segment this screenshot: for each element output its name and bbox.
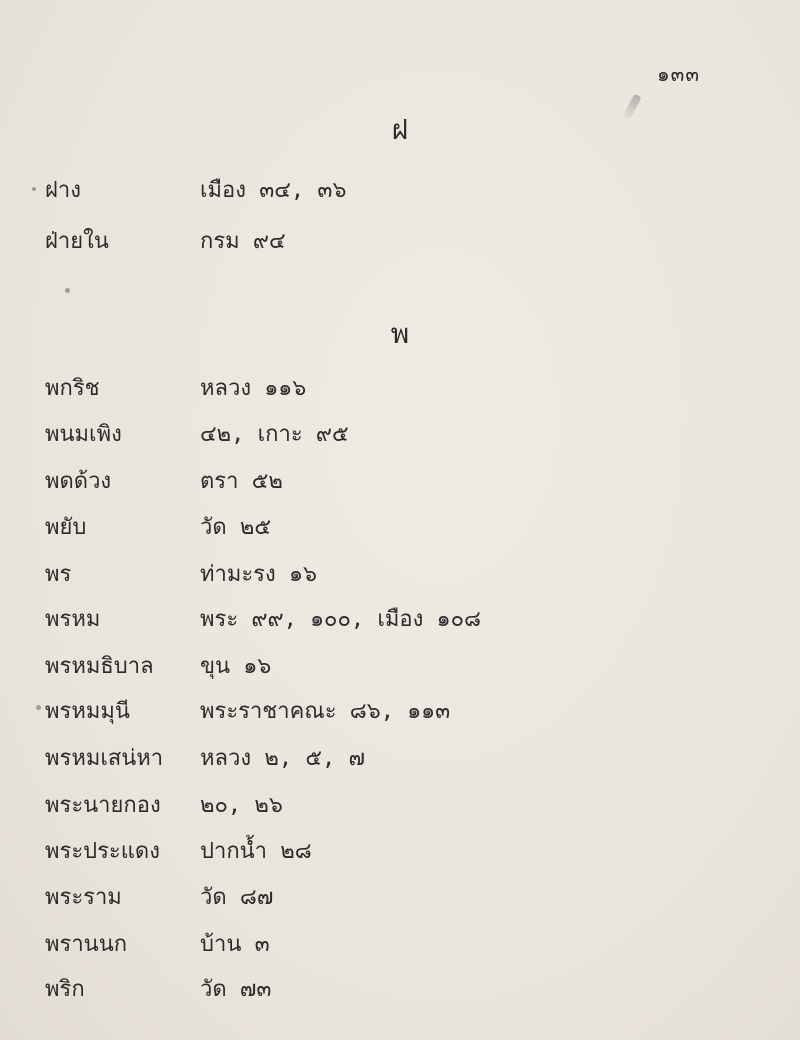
entry-term: ฝ่ายใน bbox=[45, 229, 109, 254]
entry-reference: หลวง ๑๑๖ bbox=[200, 376, 307, 401]
entry-reference: เมือง ๓๔, ๓๖ bbox=[200, 178, 347, 203]
entry-term: พรหม bbox=[45, 607, 101, 632]
entry-reference: วัด ๗๓ bbox=[200, 977, 272, 1002]
entry-term: พรานนก bbox=[45, 932, 128, 957]
entry-reference: กรม ๙๔ bbox=[200, 229, 286, 254]
entry-term: พระประแดง bbox=[45, 839, 160, 864]
entry-term: พยับ bbox=[45, 515, 87, 540]
entry-term: พระราม bbox=[45, 885, 122, 910]
section-letter: พ bbox=[390, 317, 410, 350]
entry-reference: บ้าน ๓ bbox=[200, 932, 270, 957]
entry-reference: ขุน ๑๖ bbox=[200, 654, 272, 679]
entry-term: พกริช bbox=[45, 376, 100, 401]
section-letter: ฝ bbox=[391, 113, 409, 146]
entry-reference: วัด ๘๗ bbox=[200, 885, 274, 910]
entry-reference: พระราชาคณะ ๘๖, ๑๑๓ bbox=[200, 699, 451, 724]
entry-term: พรหมเสน่หา bbox=[45, 746, 164, 771]
entry-term: พระนายกอง bbox=[45, 793, 161, 818]
entry-reference: ๔๒, เกาะ ๙๕ bbox=[200, 422, 349, 447]
entry-reference: ท่ามะรง ๑๖ bbox=[200, 562, 317, 587]
entry-reference: ตรา ๕๒ bbox=[200, 469, 283, 494]
bleed-through-text bbox=[562, 90, 792, 1030]
speck-mark bbox=[65, 288, 70, 293]
entry-reference: ๒๐, ๒๖ bbox=[200, 793, 283, 818]
entry-term: พนมเพิง bbox=[45, 422, 122, 447]
entry-term: พรหมมุนี bbox=[45, 699, 130, 724]
page-number: ๑๓๓ bbox=[656, 62, 700, 86]
entry-reference: วัด ๒๕ bbox=[200, 515, 272, 540]
speck-mark bbox=[36, 705, 41, 710]
entry-reference: พระ ๙๙, ๑๐๐, เมือง ๑๐๘ bbox=[200, 607, 481, 632]
entry-term: ฝาง bbox=[45, 178, 81, 203]
entry-term: พรหมธิบาล bbox=[45, 654, 154, 679]
entry-term: พดด้วง bbox=[45, 469, 112, 494]
entry-reference: หลวง ๒, ๕, ๗ bbox=[200, 746, 365, 771]
entry-term: พริก bbox=[45, 977, 85, 1002]
entry-reference: ปากน้ำ ๒๘ bbox=[200, 839, 312, 864]
entry-term: พร bbox=[45, 562, 72, 587]
speck-mark bbox=[32, 187, 36, 191]
